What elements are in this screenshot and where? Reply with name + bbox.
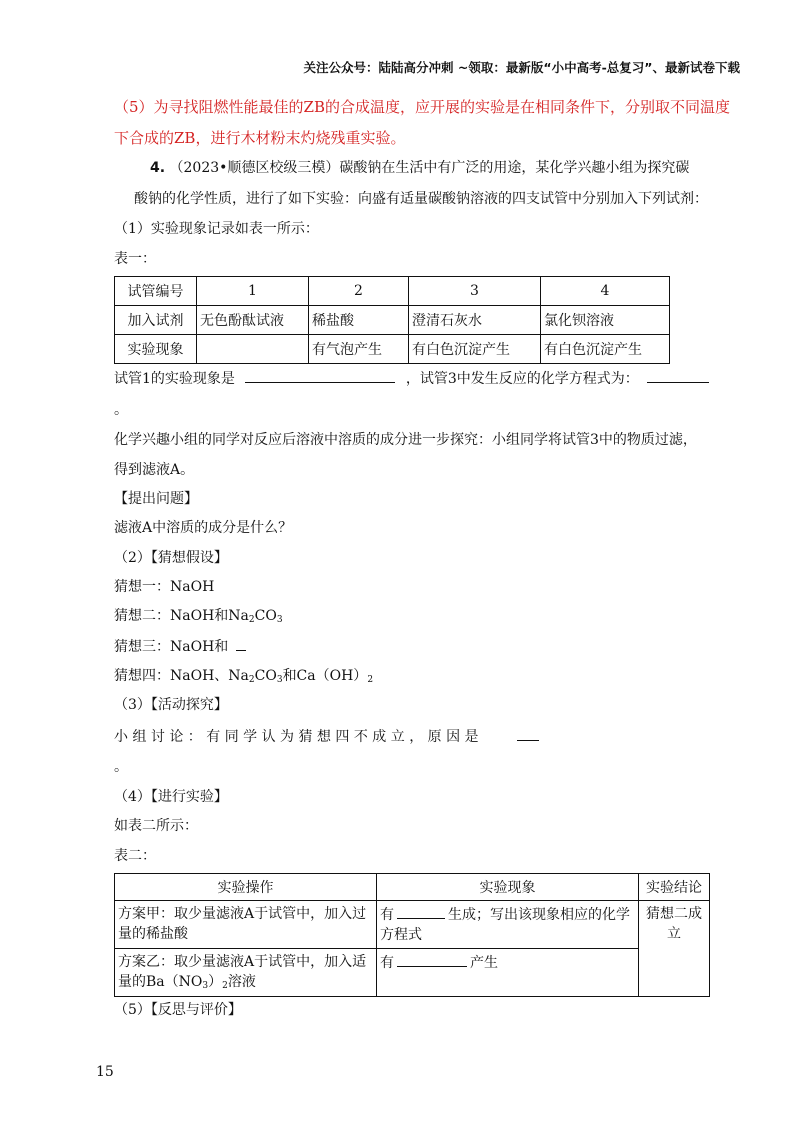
problem-text: 滤液A中溶质的成分是什么？ xyxy=(114,520,293,536)
table-cell: 1 xyxy=(197,277,309,306)
subscript: 2 xyxy=(222,981,228,991)
hypothesis-formula: CO xyxy=(254,668,277,684)
answer-blank[interactable] xyxy=(245,368,395,383)
table-header-cell: 实验现象 xyxy=(377,874,639,901)
table-row xyxy=(115,949,710,997)
table-row xyxy=(115,874,710,901)
page-header: 关注公众号：陆陆高分冲刺 ~领取：最新版“小中高考-总复习”、最新试卷下载 xyxy=(303,60,740,75)
table-cell: 无色酚酞试液 xyxy=(197,306,309,335)
operation-text: 溶液 xyxy=(227,974,256,990)
table-row xyxy=(115,306,670,335)
part1-heading: （1）实验现象记录如表一所示： xyxy=(114,221,319,237)
operation-text: 方案甲：取少量滤液A于试管中，加入过量的稀盐酸 xyxy=(118,906,367,942)
table-header-cell: 实验操作 xyxy=(115,874,377,901)
table-cell: 2 xyxy=(309,277,409,306)
answer-blank[interactable] xyxy=(517,726,539,741)
intro-line2: 得到滤液A。 xyxy=(114,462,195,478)
subscript: 2 xyxy=(248,675,255,685)
hypothesis-label: 猜想三： xyxy=(114,639,170,655)
answer-blank[interactable] xyxy=(236,636,246,651)
table-cell: 有白色沉淀产生 xyxy=(409,335,541,364)
page-number: 15 xyxy=(96,1064,114,1080)
tube1-question-end: 。 xyxy=(114,402,128,418)
question4-line1 xyxy=(150,158,750,178)
table-cell xyxy=(377,949,639,997)
intro-line1: 化学兴趣小组的同学对反应后溶液中溶质的成分进一步探究：小组同学将试管3中的物质过滤， xyxy=(114,432,697,448)
table2 xyxy=(114,873,710,997)
operation-text: 方案乙：取少量滤液A于试管中，加入适量的Ba（NO xyxy=(118,954,367,990)
hypothesis-formula: NaOH和 xyxy=(170,639,229,655)
table-cell: 有气泡产生 xyxy=(309,335,409,364)
table-cell: 澄清石灰水 xyxy=(409,306,541,335)
table2-caption: 表二： xyxy=(114,848,156,864)
question4-line2: 酸钠的化学性质，进行了如下实验：向盛有适量碳酸钠溶液的四支试管中分别加入下列试剂： xyxy=(134,191,708,207)
phenomenon-text: 有 xyxy=(380,907,394,923)
table-cell xyxy=(115,949,377,997)
subscript: 3 xyxy=(276,675,283,685)
table-cell: 氯化钡溶液 xyxy=(541,306,670,335)
hypothesis-label: 猜想二： xyxy=(114,608,170,624)
question4-text: （2023•顺德区校级三模）碳酸钠在生活中有广泛的用途，某化学兴趣小组为探究碳 xyxy=(169,160,690,176)
table-row xyxy=(115,277,670,306)
answer-blank[interactable] xyxy=(397,952,467,967)
activity-title: （3）【活动探究】 xyxy=(114,697,228,713)
tube1-question xyxy=(114,368,714,389)
item5-line1: （5）为寻找阻燃性能最佳的ZB的合成温度，应开展的实验是在相同条件下，分别取不同温度 xyxy=(114,98,730,116)
phenomenon-text: 有 xyxy=(380,955,394,971)
activity-discussion xyxy=(114,726,714,747)
subscript: 3 xyxy=(276,615,283,625)
table-header-cell: 实验结论 xyxy=(639,874,710,901)
table-row xyxy=(115,901,710,949)
hypothesis-formula: NaOH xyxy=(170,579,215,595)
hypothesis-formula: CO xyxy=(254,608,277,624)
table1-caption: 表一： xyxy=(114,251,156,267)
answer-blank[interactable] xyxy=(397,904,445,919)
table-cell xyxy=(639,901,710,997)
subscript: 3 xyxy=(202,981,209,991)
hypotheses-title: （2）【猜想假设】 xyxy=(114,550,228,566)
experiment-as-shown: 如表二所示： xyxy=(114,818,198,834)
answer-blank[interactable] xyxy=(647,368,709,383)
subscript: 2 xyxy=(367,675,374,685)
table-cell: 实验现象 xyxy=(115,335,197,364)
table-cell: 加入试剂 xyxy=(115,306,197,335)
table1 xyxy=(114,276,670,364)
table-cell: 试管编号 xyxy=(115,277,197,306)
question-text: 试管1的实验现象是 xyxy=(114,371,235,387)
hypothesis-4 xyxy=(114,666,714,686)
conclusion-text: 猜想二成立 xyxy=(646,906,702,942)
table-cell: 3 xyxy=(409,277,541,306)
table-cell xyxy=(377,901,639,949)
part5-heading: （5）【反思与评价】 xyxy=(114,1002,242,1018)
table-cell: 稀盐酸 xyxy=(309,306,409,335)
table-cell xyxy=(197,335,309,364)
problem-title: 【提出问题】 xyxy=(114,491,198,507)
activity-end: 。 xyxy=(114,759,128,775)
table-cell xyxy=(115,901,377,949)
hypothesis-label: 猜想一： xyxy=(114,579,170,595)
hypothesis-1 xyxy=(114,577,714,597)
subscript: 2 xyxy=(248,615,255,625)
operation-text: ） xyxy=(208,974,223,990)
phenomenon-text: 产生 xyxy=(470,955,498,971)
question-number: 4. xyxy=(150,160,166,176)
table-row xyxy=(115,335,670,364)
question-text: ，试管3中发生反应的化学方程式为： xyxy=(405,371,639,387)
experiment-title: （4）【进行实验】 xyxy=(114,789,228,805)
item5-line2: 下合成的ZB，进行木材粉末灼烧残重实验。 xyxy=(114,129,406,147)
hypothesis-2 xyxy=(114,606,714,626)
hypothesis-formula: NaOH、Na xyxy=(170,668,249,684)
table-cell: 4 xyxy=(541,277,670,306)
hypothesis-3 xyxy=(114,636,714,657)
hypothesis-formula: 和Ca（OH） xyxy=(282,668,368,684)
phenomenon-text: 生成；写出该现象相应的化学方程式 xyxy=(380,907,630,943)
hypothesis-label: 猜想四： xyxy=(114,668,170,684)
hypothesis-formula: NaOH和Na xyxy=(170,608,249,624)
table-cell: 有白色沉淀产生 xyxy=(541,335,670,364)
discussion-text: 小 组 讨 论 ： 有 同 学 认 为 猜 想 四 不 成 立 ， 原 因 是 xyxy=(114,729,479,745)
